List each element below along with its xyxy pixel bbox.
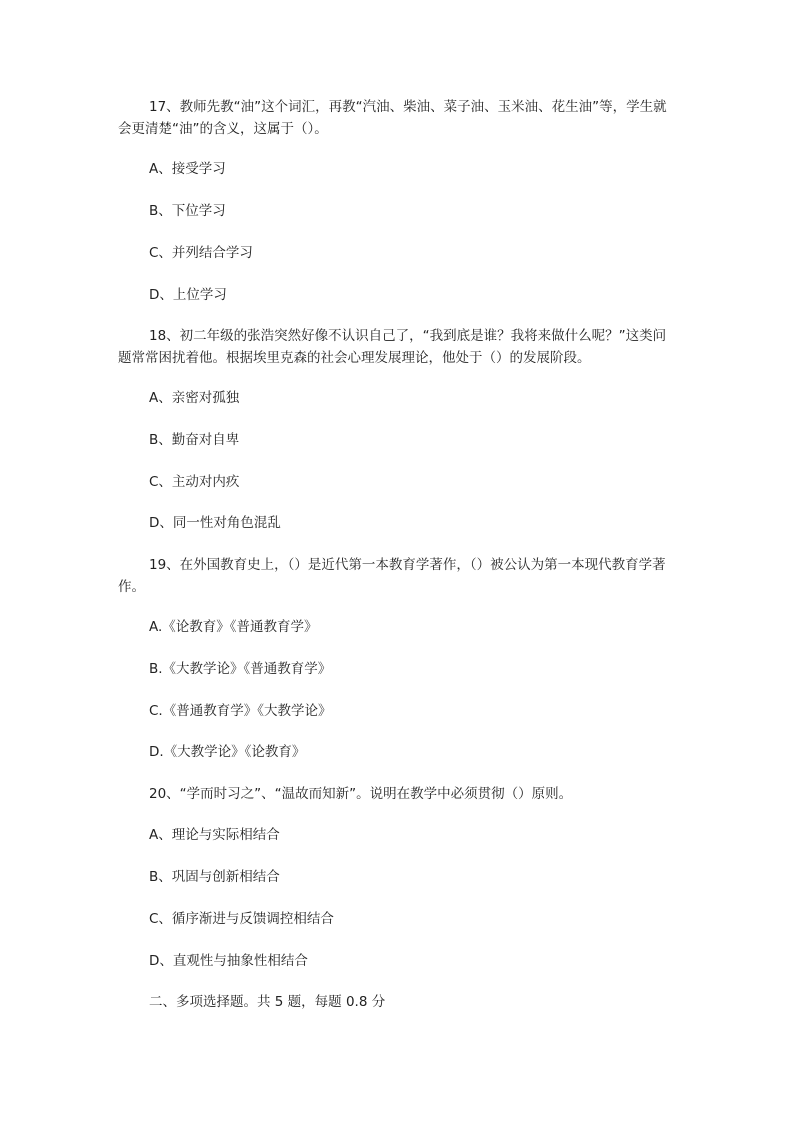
question-17-option-a: A、接受学习 [149,161,226,177]
question-18-option-b: B、勤奋对自卑 [149,432,240,448]
question-19-option-c: C.《普通教育学》《大教学论》 [149,703,332,719]
question-19-option-d: D.《大教学论》《论教育》 [149,744,306,760]
question-20-option-d: D、直观性与抽象性相结合 [149,953,308,969]
question-18-option-a: A、亲密对孤独 [149,390,240,406]
question-17-stem: 17、教师先教“油”这个词汇，再教“汽油、柴油、菜子油、玉米油、花生油”等，学生就会更清楚“油”的含义，这属于（）。 [118,99,667,137]
section-heading: 二、多项选择题。共 5 题，每题 0.8 分 [149,994,386,1010]
question-19-stem: 19、在外国教育史上，（）是近代第一本教育学著作，（）被公认为第一本现代教育学著作。 [118,557,666,595]
question-17-option-c: C、并列结合学习 [149,245,253,261]
question-18-option-c: C、主动对内疚 [149,474,240,490]
question-17-option-b: B、下位学习 [149,203,226,219]
question-20-option-a: A、理论与实际相结合 [149,827,280,843]
question-18-option-d: D、同一性对角色混乱 [149,515,281,531]
question-19-option-a: A.《论教育》《普通教育学》 [149,619,318,635]
question-20-stem: 20、“学而时习之”、“温故而知新”。说明在教学中必须贯彻（）原则。 [149,786,573,802]
question-18-stem: 18、初二年级的张浩突然好像不认识自己了，“我到底是谁？我将来做什么呢？”这类问题常常困扰着他。根据埃里克森的社会心理发展理论，他处于（）的发展阶段。 [118,328,667,366]
question-17-option-d: D、上位学习 [149,287,227,303]
question-20-option-b: B、巩固与创新相结合 [149,869,280,885]
question-19-option-b: B.《大教学论》《普通教育学》 [149,661,332,677]
question-20-option-c: C、循序渐进与反馈调控相结合 [149,911,334,927]
